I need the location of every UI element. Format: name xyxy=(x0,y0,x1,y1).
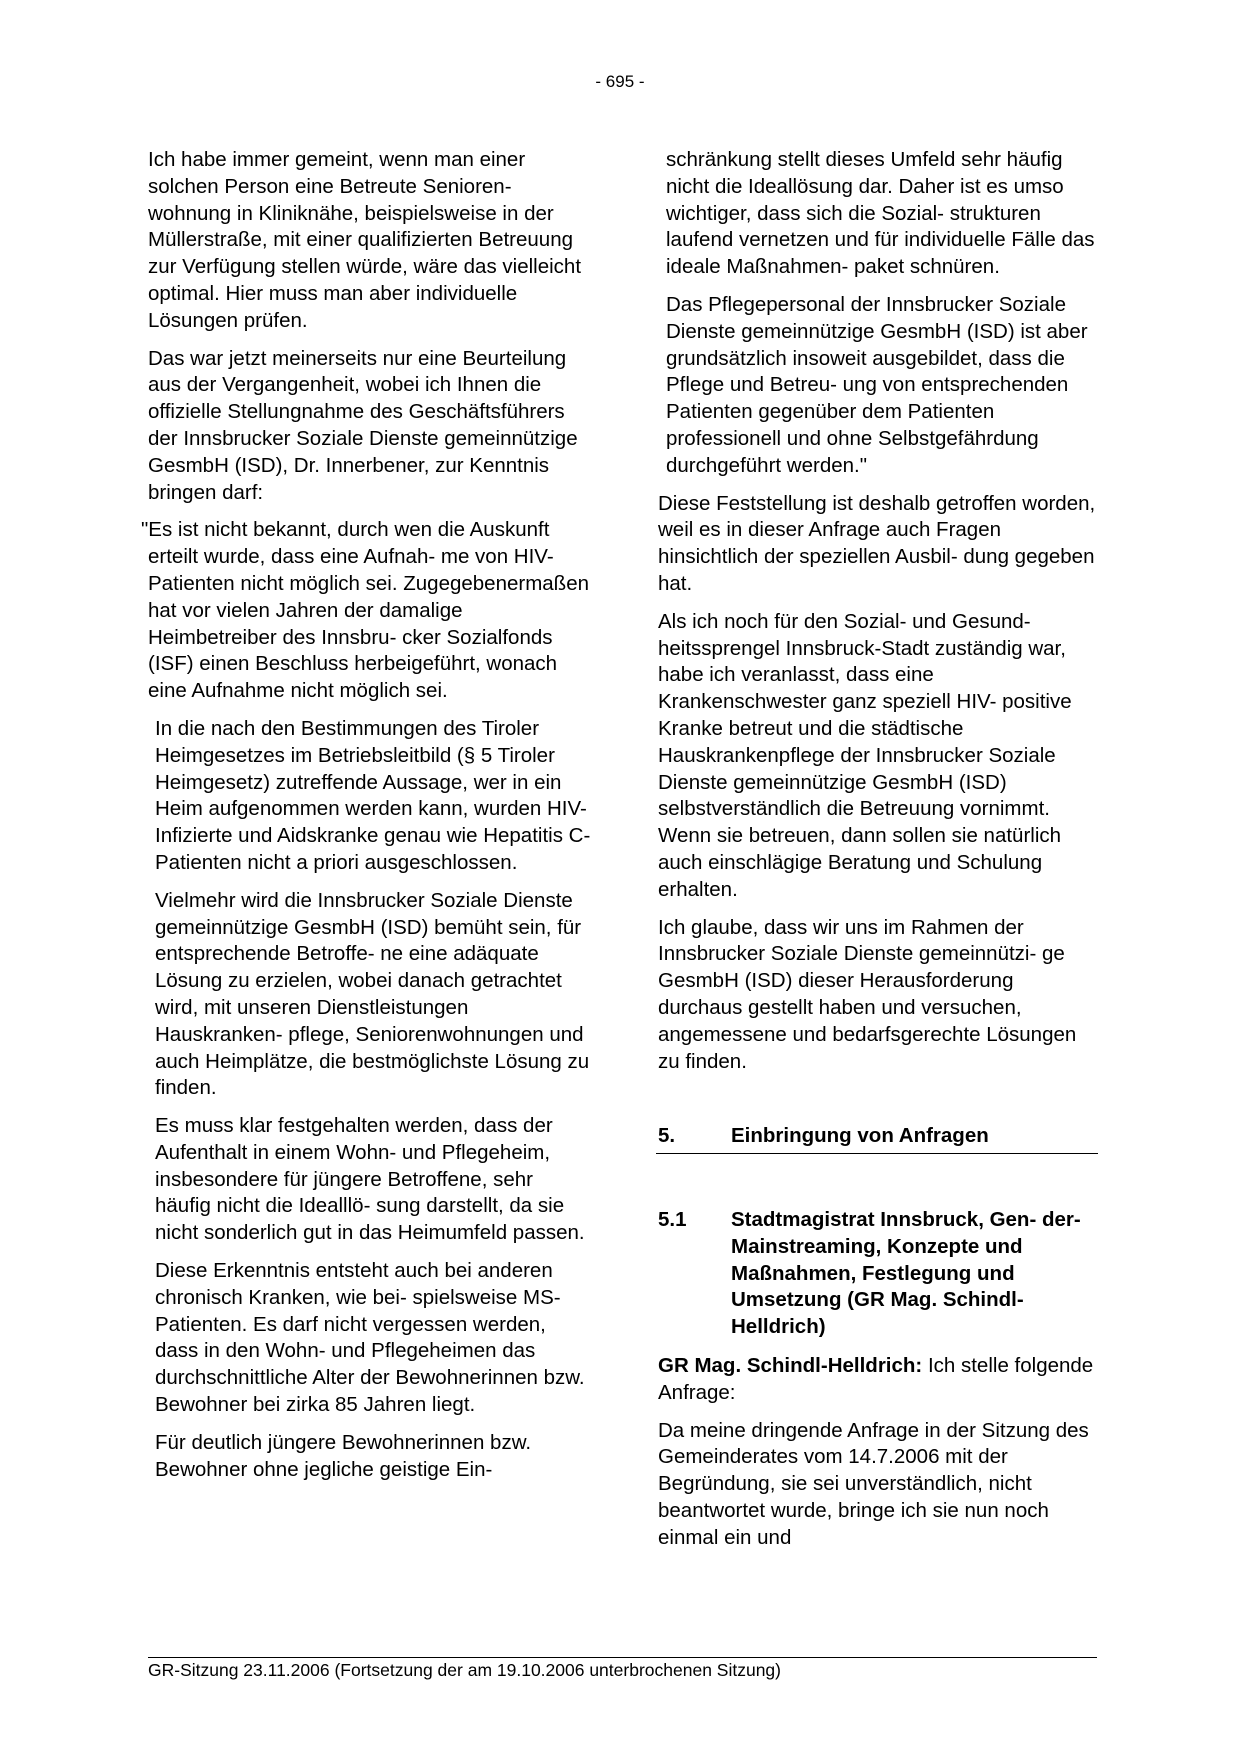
footer-text: GR-Sitzung 23.11.2006 (Fortsetzung der am 19.10.2006 unterbrochenen Sitzung) xyxy=(148,1660,781,1680)
section-title: Stadtmagistrat Innsbruck, Gen- der-Mainstreaming, Konzepte und Maßnahmen, Festlegung und Umsetzung (GR Mag. Schindl-Helldrich) xyxy=(731,1208,1081,1339)
speaker-text: Ich stelle folgende Anfrage: xyxy=(658,1354,1094,1404)
paragraph: Als ich noch für den Sozial- und Gesund- heitssprengel Innsbruck-Stadt zuständig war, habe ich veranlasst, dass eine Krankenschwester ganz speziell HIV- positive Kranke betreut und die städtische Hauskrankenpflege der Innsbrucker Soziale Dienste gemeinnützige GesmbH (ISD) selbstverständlich die Betreuung vornimmt. Wenn sie betreuen, dann sollen sie natürlich auch einschlägige Beratung und Schulung erhalten. xyxy=(658,609,1072,901)
section-number: 5. xyxy=(658,1124,676,1148)
right-column xyxy=(658,147,1098,1563)
quote-paragraph: Das Pflegepersonal der Innsbrucker Soziale Dienste gemeinnützige GesmbH (ISD) ist aber grundsätzlich insoweit ausgebildet, dass die Pflege und Betreu- ung von entsprechenden Patienten gegenüber dem Patienten professionell und ohne Selbstgefährdung durchgeführt werden." xyxy=(666,292,1088,477)
paragraph: Ich glaube, dass wir uns im Rahmen der Innsbrucker Soziale Dienste gemeinnützi- ge GesmbH (ISD) dieser Herausforderung durchaus gestellt haben und versuchen, angemessene und bedarfsgerechte Lösungen zu finden. xyxy=(658,915,1077,1073)
paragraph: Ich habe immer gemeint, wenn man einer solchen Person eine Betreute Senioren- wohnung in Kliniknähe, beispielsweise in der Müllerstraße, mit einer qualifizierten Betreuung zur Verfügung stellen würde, wäre das vielleicht optimal. Hier muss man aber individuelle Lösungen prüfen. xyxy=(148,148,582,332)
quote-paragraph: "Es ist nicht bekannt, durch wen die Auskunft erteilt wurde, dass eine Aufnah- me von HIV-Patienten nicht möglich sei. Zugegebenermaßen hat vor vielen Jahren der damalige Heimbetreiber des Innsbru- cker Sozialfonds (ISF) einen Beschluss herbeigeführt, wonach eine Aufnahme nicht möglich sei. xyxy=(141,518,590,703)
paragraph: Da meine dringende Anfrage in der Sitzung des Gemeinderates vom 14.7.2006 mit der Begründung, sie sei unverständlich, nicht beantwortet wurde, bringe ich sie nun noch einmal ein und xyxy=(658,1418,1089,1549)
quote-paragraph: Für deutlich jüngere Bewohnerinnen bzw. Bewohner ohne jegliche geistige Ein- xyxy=(155,1430,532,1481)
quote-paragraph: Vielmehr wird die Innsbrucker Soziale Dienste gemeinnützige GesmbH (ISD) bemüht sein, für entsprechende Betroffe- ne eine adäquate Lösung zu erzielen, wobei danach getrachtet wird, mit unseren Dienstleistungen Hauskranken- pflege, Seniorenwohnungen und auch Heimplätze, die bestmöglichste Lösung zu finden. xyxy=(155,888,590,1100)
section-heading-5 xyxy=(656,1123,1098,1154)
quote-paragraph: Es muss klar festgehalten werden, dass der Aufenthalt in einem Wohn- und Pflegeheim, insbesondere für jüngere Betroffene, sehr häufig nicht die Idealllö- sung darstellt, da sie nicht sonderlich gut in das Heimumfeld passen. xyxy=(155,1114,585,1245)
paragraph: Diese Feststellung ist deshalb getroffen worden, weil es in dieser Anfrage auch Fragen hinsichtlich der speziellen Ausbil- dung gegeben hat. xyxy=(658,491,1096,595)
quote-paragraph: Diese Erkenntnis entsteht auch bei anderen chronisch Kranken, wie bei- spielsweise MS-Patienten. Es darf nicht vergessen werden, dass in den Wohn- und Pflegeheimen das durchschnittliche Alter der Bewohnerinnen bzw. Bewohner bei zirka 85 Jahren liegt. xyxy=(155,1259,585,1417)
quote-paragraph: schränkung stellt dieses Umfeld sehr häufig nicht die Ideallösung dar. Daher ist es umso wichtiger, dass sich die Sozial- strukturen laufend vernetzen und für individuelle Fälle das ideale Maßnahmen- paket schnüren. xyxy=(666,148,1095,279)
section-title: Einbringung von Anfragen xyxy=(731,1124,989,1148)
section-number: 5.1 xyxy=(658,1208,687,1232)
section-heading-5-1 xyxy=(658,1207,1098,1341)
page-number: - 695 - xyxy=(595,72,645,91)
quote-paragraph: In die nach den Bestimmungen des Tiroler Heimgesetzes im Betriebsleitbild (§ 5 Tiroler Heimgesetz) zutreffende Aussage, wer in ein Heim aufgenommen werden kann, wurden HIV-Infizierte und Aidskranke genau wie Hepatitis C- Patienten nicht a priori ausgeschlossen. xyxy=(155,716,591,874)
paragraph: Das war jetzt meinerseits nur eine Beurteilung aus der Vergangenheit, wobei ich Ihnen die offizielle Stellungnahme des Geschäftsführers der Innsbrucker Soziale Dienste gemeinnützige GesmbH (ISD), Dr. Innerbener, zur Kenntnis bringen darf: xyxy=(148,346,578,504)
footer-divider xyxy=(148,1657,1097,1658)
speaker-paragraph xyxy=(658,1353,1098,1407)
speaker-name: GR Mag. Schindl-Helldrich: xyxy=(658,1354,923,1378)
left-column xyxy=(141,147,593,1494)
